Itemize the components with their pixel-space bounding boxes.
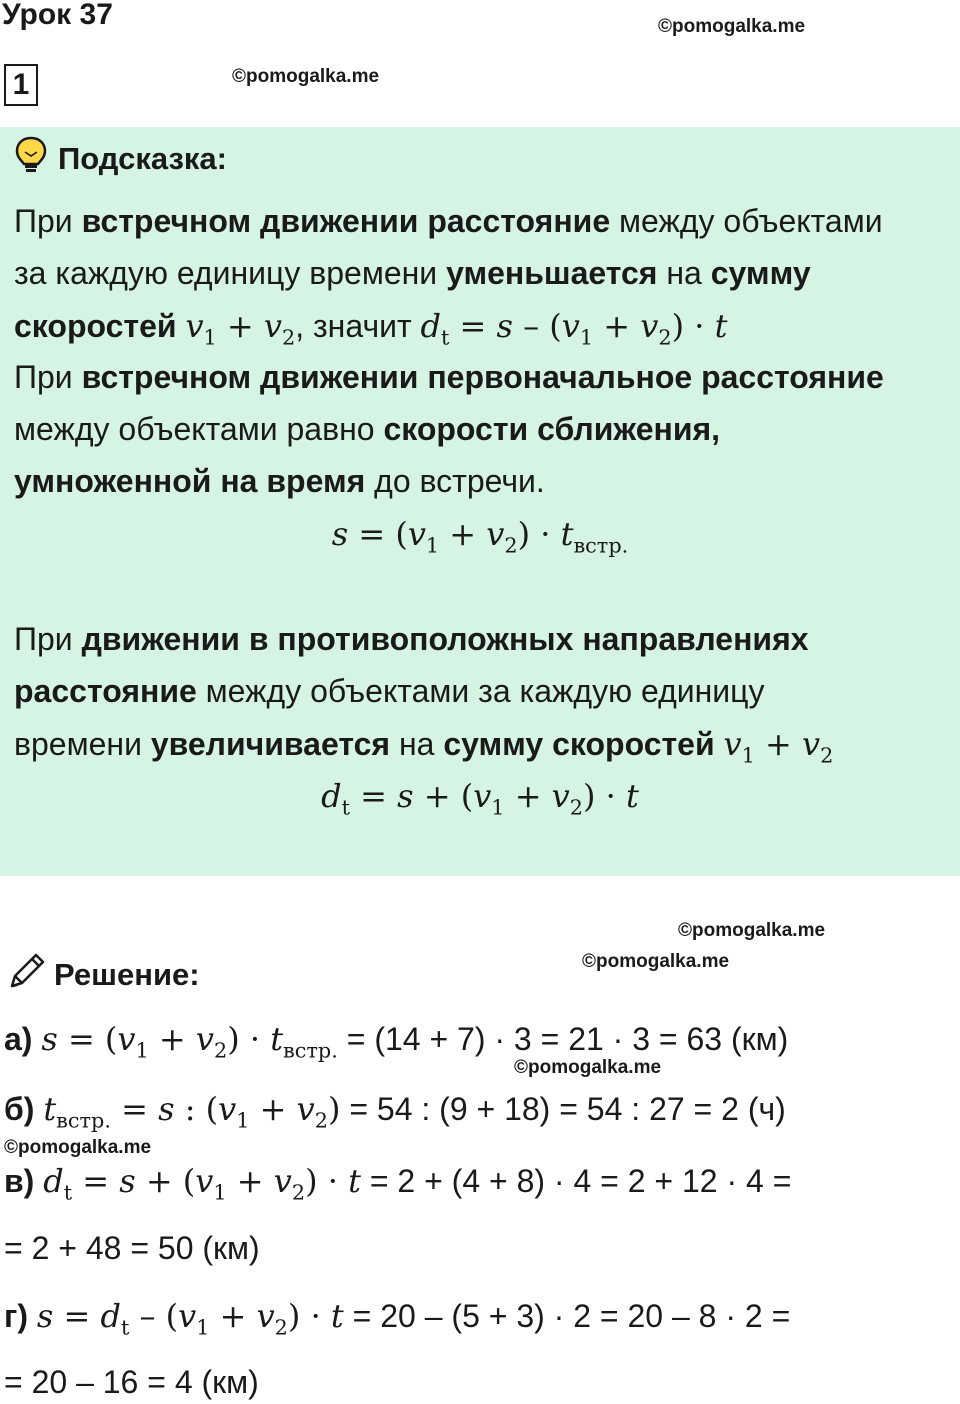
text: При	[14, 621, 82, 657]
solution-d-continued: = 20 – 16 = 4 (км)	[4, 1364, 259, 1400]
text: за каждую единицу времени	[14, 255, 447, 291]
text: между объектами	[610, 203, 883, 239]
formula-dt-opposite: $d_t = s + (v_1 + v_2) \cdot t$	[321, 777, 639, 820]
bold-text: движении в противоположных направлениях	[81, 621, 809, 657]
text: = 20 – (5 + 3) · 2 = 20 – 8 · 2 =	[343, 1298, 791, 1334]
hint-line-1	[14, 203, 883, 240]
subscript: встр.	[573, 533, 629, 558]
hint-line-7	[14, 621, 809, 658]
solution-header	[6, 950, 200, 1000]
bold-text: расстояние	[14, 673, 197, 709]
text: = (14 + 7) · 3 = 21 · 3 = 63 (км)	[337, 1021, 789, 1057]
hint-line-4	[14, 359, 884, 396]
bold-text: сумму	[710, 255, 811, 291]
text: до встречи.	[365, 463, 545, 499]
formula-v-sum: $v_1 + v_2$	[723, 725, 834, 768]
text: = 2 + (4 + 8) · 4 = 2 + 12 · 4 =	[360, 1163, 792, 1199]
bold-text: скоростей	[14, 308, 177, 344]
watermark: ©pomogalka.me	[4, 1137, 152, 1158]
text: , значит	[295, 308, 421, 344]
solution-d: г) $s = d_t - (v_1 + v_2) \cdot t = 20 - (5 + 3) \cdot 2 = 20 - 8 \cdot 2$ =	[4, 1297, 791, 1340]
hint-line-5	[14, 411, 720, 448]
solution-b: б) $t_{встр.} = s$ : $(v_1 + v_2) = 54$ : (9 + 18) = 54 : 27 = 2 (ч)	[4, 1090, 786, 1133]
item-label: в)	[4, 1163, 35, 1199]
item-label: а)	[4, 1021, 33, 1057]
text: времени	[14, 726, 151, 762]
formula-s-oncoming: $s = (v_1 + v_2) \cdot t_{встр.}$	[331, 515, 629, 558]
text: = 54 : (9 + 18) = 54 : 27 = 2 (ч)	[340, 1091, 786, 1127]
bold-text: уменьшается	[446, 255, 658, 291]
hint-line-3	[14, 307, 727, 349]
formula-v-sum: $v_1 + v_2$	[185, 307, 296, 350]
task-number: 1	[4, 64, 38, 106]
solution-c: в) $d_t = s + (v_1 + v_2) \cdot t = 2 + (4 + 8) \cdot 4 = 2 + 12 \cdot 4$ =	[4, 1162, 792, 1205]
formula-dt-oncoming: $d_t = s - (v_1 + v_2) \cdot t$	[420, 307, 728, 350]
watermark: ©pomogalka.me	[678, 920, 826, 941]
hint-line-9	[14, 725, 833, 767]
text: между объектами равно	[14, 411, 384, 447]
text: При	[14, 203, 82, 239]
watermark: ©pomogalka.me	[582, 951, 730, 972]
watermark: ©pomogalka.me	[514, 1057, 662, 1078]
bold-text: умноженной на время	[14, 463, 366, 499]
bold-text: сумму скоростей	[443, 726, 715, 762]
hint-header	[14, 136, 227, 182]
solution-c-continued: = 2 + 48 = 50 (км)	[4, 1230, 260, 1266]
lightbulb-icon	[14, 136, 48, 182]
solution-heading: Решение:	[54, 957, 200, 992]
item-label: б)	[4, 1091, 35, 1127]
text: При	[14, 359, 82, 395]
bold-text: встречном движении первоначальное расстояние	[81, 359, 884, 395]
text: на	[390, 726, 444, 762]
text: между объектами за каждую единицу	[196, 673, 765, 709]
hint-line-8	[14, 673, 765, 710]
hint-line-2	[14, 255, 811, 292]
hint-heading: Подсказка:	[58, 141, 227, 176]
hint-line-6	[14, 463, 545, 500]
watermark: ©pomogalka.me	[232, 66, 380, 87]
subscript: встр.	[283, 1038, 338, 1063]
page-title: Урок 37	[2, 0, 113, 31]
bold-text: скорости сближения,	[383, 411, 721, 447]
solution-a: а) $s = (v_1 + v_2) \cdot t_{встр.} = (14 + 7) \cdot 3 = 21 \cdot 3 = 63$ (км)	[4, 1020, 789, 1063]
bold-text: встречном движении расстояние	[81, 203, 611, 239]
text: на	[657, 255, 711, 291]
pencil-icon	[6, 950, 48, 1000]
watermark: ©pomogalka.me	[658, 16, 806, 37]
bold-text: увеличивается	[150, 726, 391, 762]
item-label: г)	[4, 1298, 28, 1334]
subscript: встр.	[56, 1108, 111, 1133]
